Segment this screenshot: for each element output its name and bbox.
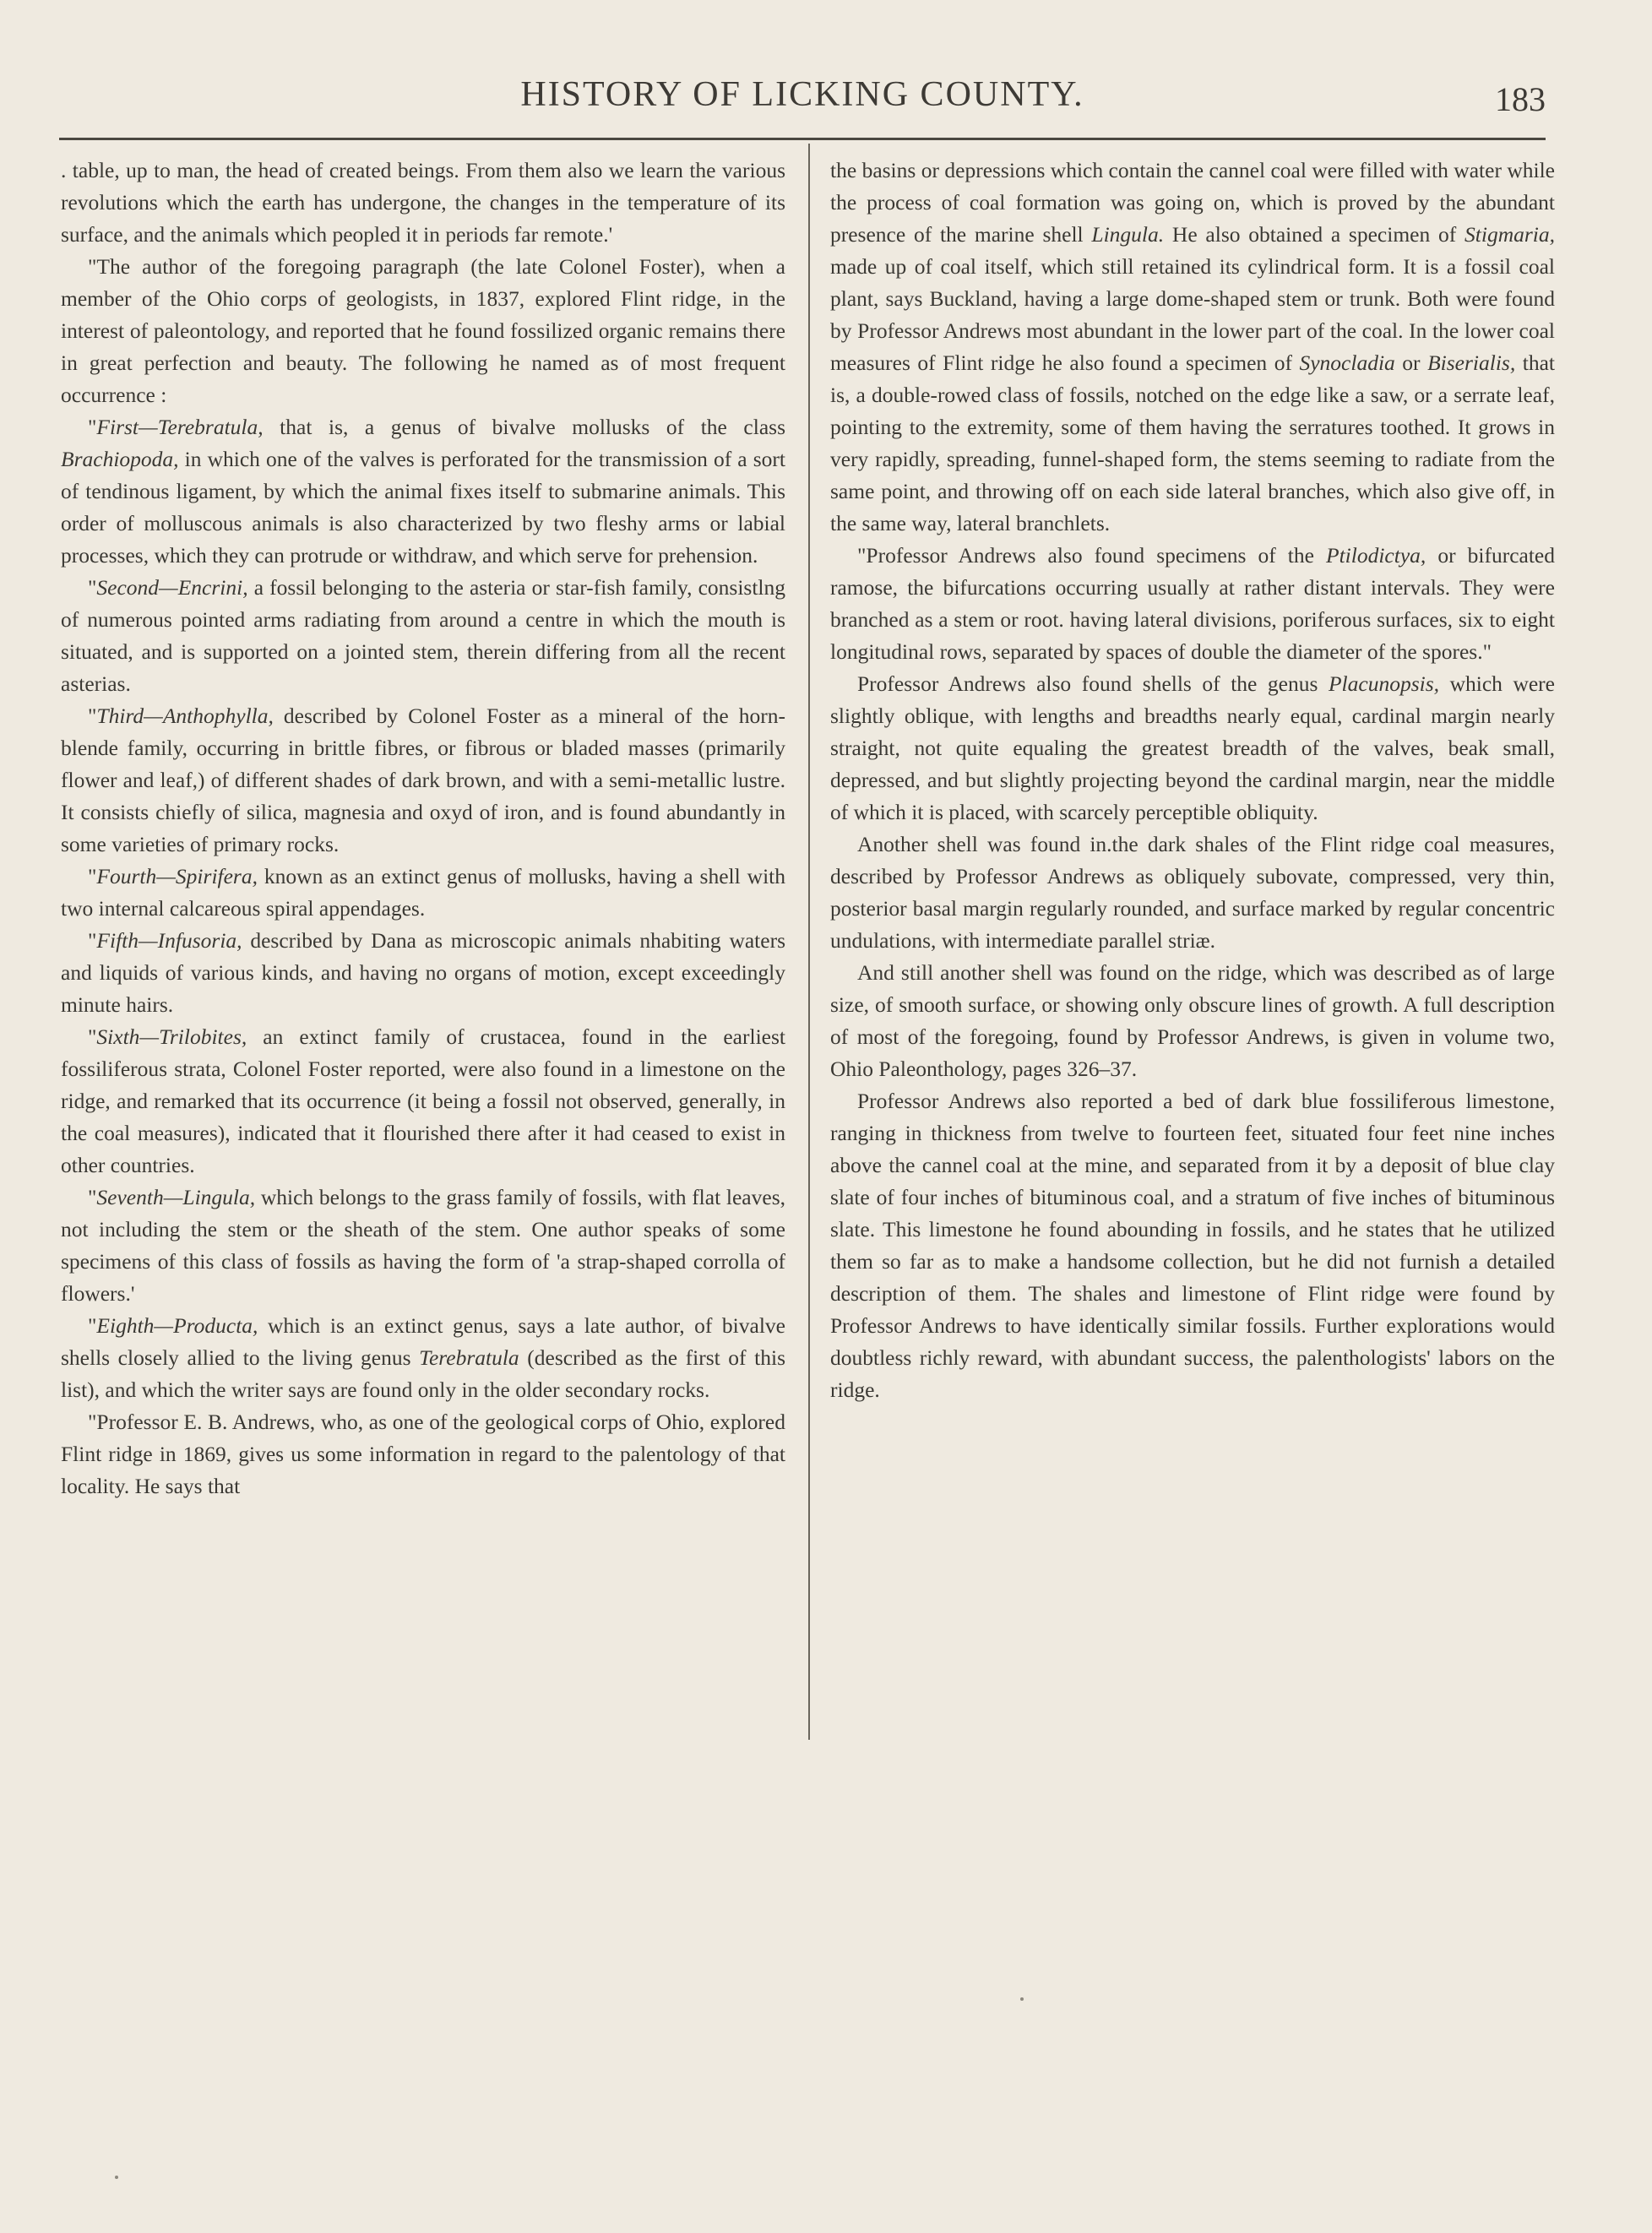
page-title: HISTORY OF LICKING COUNTY. (520, 75, 1084, 114)
paragraph: the basins or depressions which contain the cannel coal were filled with water while the process of coal formation was going on, which is proved by the abundant presence of the marine shell Lingula. He also obtained a specimen of Stigmaria, made up of coal itself, which still retained its cylindrical form. It is a fossil coal plant, says Buckland, having a large dome-shaped stem or trunk. Both were found by Professor Andrews most abundant in the lower part of the coal. In the lower coal measures of Flint ridge he also found a specimen of Synocladia or Biserialis, that is, a double-rowed class of fossils, notched on the edge like a saw, or a serrate leaf, pointing to the extremity, some of them having the serratures toothed. It grows in very rapidly, spreading, funnel-shaped form, the stems seeming to radiate from the same point, and throwing off on each side lateral branches, which also give off, in the same way, lateral branchlets. (830, 158, 1555, 535)
paragraph: "Fourth—Spirifera, known as an extinct genus of mollusks, having a shell with two internal calcareous spiral appendages. (61, 864, 785, 921)
species-name: Stigmaria, (1465, 222, 1555, 247)
species-name: Biserialis, (1427, 350, 1516, 375)
paragraph: "Seventh—Lingula, which belongs to the grass family of fossils, with flat leaves, not including the stem or the sheath of the stem. One author speaks of some specimens of this class of fossils as having the form of 'a strap-shaped corrolla of flowers.' (61, 1185, 785, 1306)
left-column (61, 155, 785, 1502)
species-name: Lingula. (1091, 222, 1165, 247)
paragraph: "Third—Anthophylla, described by Colonel Foster as a mineral of the horn-blende family, occurring in brittle fibres, or fibrous or bladed masses (primarily flower and leaf,) of different shades of dark brown, and with a semi-metallic lustre. It consists chiefly of silica, magnesia and oxyd of iron, and is found abundantly in some varieties of primary rocks. (61, 704, 785, 856)
species-name: Ptilodictya, (1326, 543, 1426, 568)
paper-speck (1020, 1997, 1024, 2001)
paper-speck (115, 2176, 118, 2179)
species-name: Terebratula (419, 1345, 519, 1370)
paragraph: "Sixth—Trilobites, an extinct family of crustacea, found in the earliest fossiliferous strata, Colonel Foster reported, were also found in a limestone on the ridge, and remarked that its occurrence (it being a fossil not observed, generally, in the coal measures), indicated that it flourished there after it had ceased to exist in other countries. (61, 1024, 785, 1177)
species-name: Sixth—Trilobites, (96, 1024, 247, 1049)
paragraph: "First—Terebratula, that is, a genus of bivalve mollusks of the class Brachiopoda, in which one of the valves is perforated for the transmission of a sort of tendinous ligament, by which the animal fixes itself to submarine animals. This order of molluscous animals is also characterized by two fleshy arms or labial processes, which they can protrude or withdraw, and which serve for prehension. (61, 415, 785, 568)
paragraph: "Eighth—Producta, which is an extinct genus, says a late author, of bivalve shells closely allied to the living genus Terebratula (described as the first of this list), and which the writer says are found only in the older secondary rocks. (61, 1313, 785, 1402)
right-column (830, 155, 1555, 1406)
species-name: Synocladia (1299, 350, 1395, 375)
species-name: Brachiopoda, (61, 447, 179, 471)
column-divider (808, 144, 810, 1740)
paragraph: "Second—Encrini, a fossil belonging to the asteria or star-fish family, consistlng of numerous pointed arms radiating from around a centre in which the mouth is situated, and is supported on a jointed stem, therein differing from all the recent asterias. (61, 575, 785, 696)
species-name: Placunopsis, (1328, 671, 1440, 696)
paragraph: "Professor Andrews also found specimens of the Ptilodictya, or bifurcated ramose, the bifurcations occurring usually at rather distant intervals. They were branched as a stem or root. having lateral divisions, poriferous surfaces, six to eight longitudinal rows, separated by spaces of double the diameter of the spores." (830, 543, 1555, 664)
header-rule (59, 138, 1546, 140)
page-number: 183 (1495, 80, 1546, 118)
paragraph: Professor Andrews also found shells of the genus Placunopsis, which were slightly oblique, with lengths and breadths nearly equal, cardinal margin nearly straight, not quite equaling the greatest breadth of the valves, beak small, depressed, and but slightly projecting beyond the cardinal margin, near the middle of which it is placed, with scarcely perceptible obliquity. (830, 671, 1555, 824)
species-name: Seventh—Lingula, (96, 1185, 256, 1209)
paragraph: . table, up to man, the head of created beings. From them also we learn the various revolutions which the earth has undergone, the changes in the temperature of its surface, and the animals which peopled it in periods far remote.' (61, 158, 785, 247)
paragraph: "Professor E. B. Andrews, who, as one of the geological corps of Ohio, explored Flint ridge in 1869, gives us some information in regard to the palentology of that locality. He says that (61, 1410, 785, 1498)
species-name: Eighth—Producta, (96, 1313, 258, 1338)
paragraph: Professor Andrews also reported a bed of dark blue fossiliferous limestone, ranging in thickness from twelve to fourteen feet, situated four feet nine inches above the cannel coal at the mine, and separated from it by a deposit of blue clay slate of four inches of bituminous coal, and a stratum of five inches of bituminous slate. This limestone he found abounding in fossils, and he states that he utilized them so far as to make a handsome collection, but he did not furnish a detailed description of them. The shales and limestone of Flint ridge were found by Professor Andrews to have identically similar fossils. Further explorations would doubtless richly reward, with abundant success, the palenthologists' labors on the ridge. (830, 1089, 1555, 1402)
running-header (59, 74, 1546, 118)
species-name: Third—Anthophylla, (96, 704, 274, 728)
species-name: Second—Encrini, (96, 575, 248, 600)
species-name: Fifth—Infusoria, (96, 928, 242, 953)
species-name: First—Terebratula, (96, 415, 264, 439)
paragraph: "Fifth—Infusoria, described by Dana as microscopic animals nhabiting waters and liquids of various kinds, and having no organs of motion, except exceedingly minute hairs. (61, 928, 785, 1017)
species-name: Fourth—Spirifera, (96, 864, 258, 888)
paragraph: And still another shell was found on the ridge, which was described as of large size, of smooth surface, or showing only obscure lines of growth. A full description of most of the foregoing, found by Professor Andrews, is given in volume two, Ohio Paleonthology, pages 326–37. (830, 960, 1555, 1081)
paragraph: Another shell was found in.the dark shales of the Flint ridge coal measures, described by Professor Andrews as obliquely subovate, compressed, very thin, posterior basal margin regularly rounded, and surface marked by regular concentric undulations, with intermediate parallel striæ. (830, 832, 1555, 953)
paragraph: "The author of the foregoing paragraph (the late Colonel Foster), when a member of the Ohio corps of geologists, in 1837, explored Flint ridge, in the interest of paleontology, and reported that he found fossilized organic remains there in great perfection and beauty. The following he named as of most frequent occurrence : (61, 254, 785, 407)
